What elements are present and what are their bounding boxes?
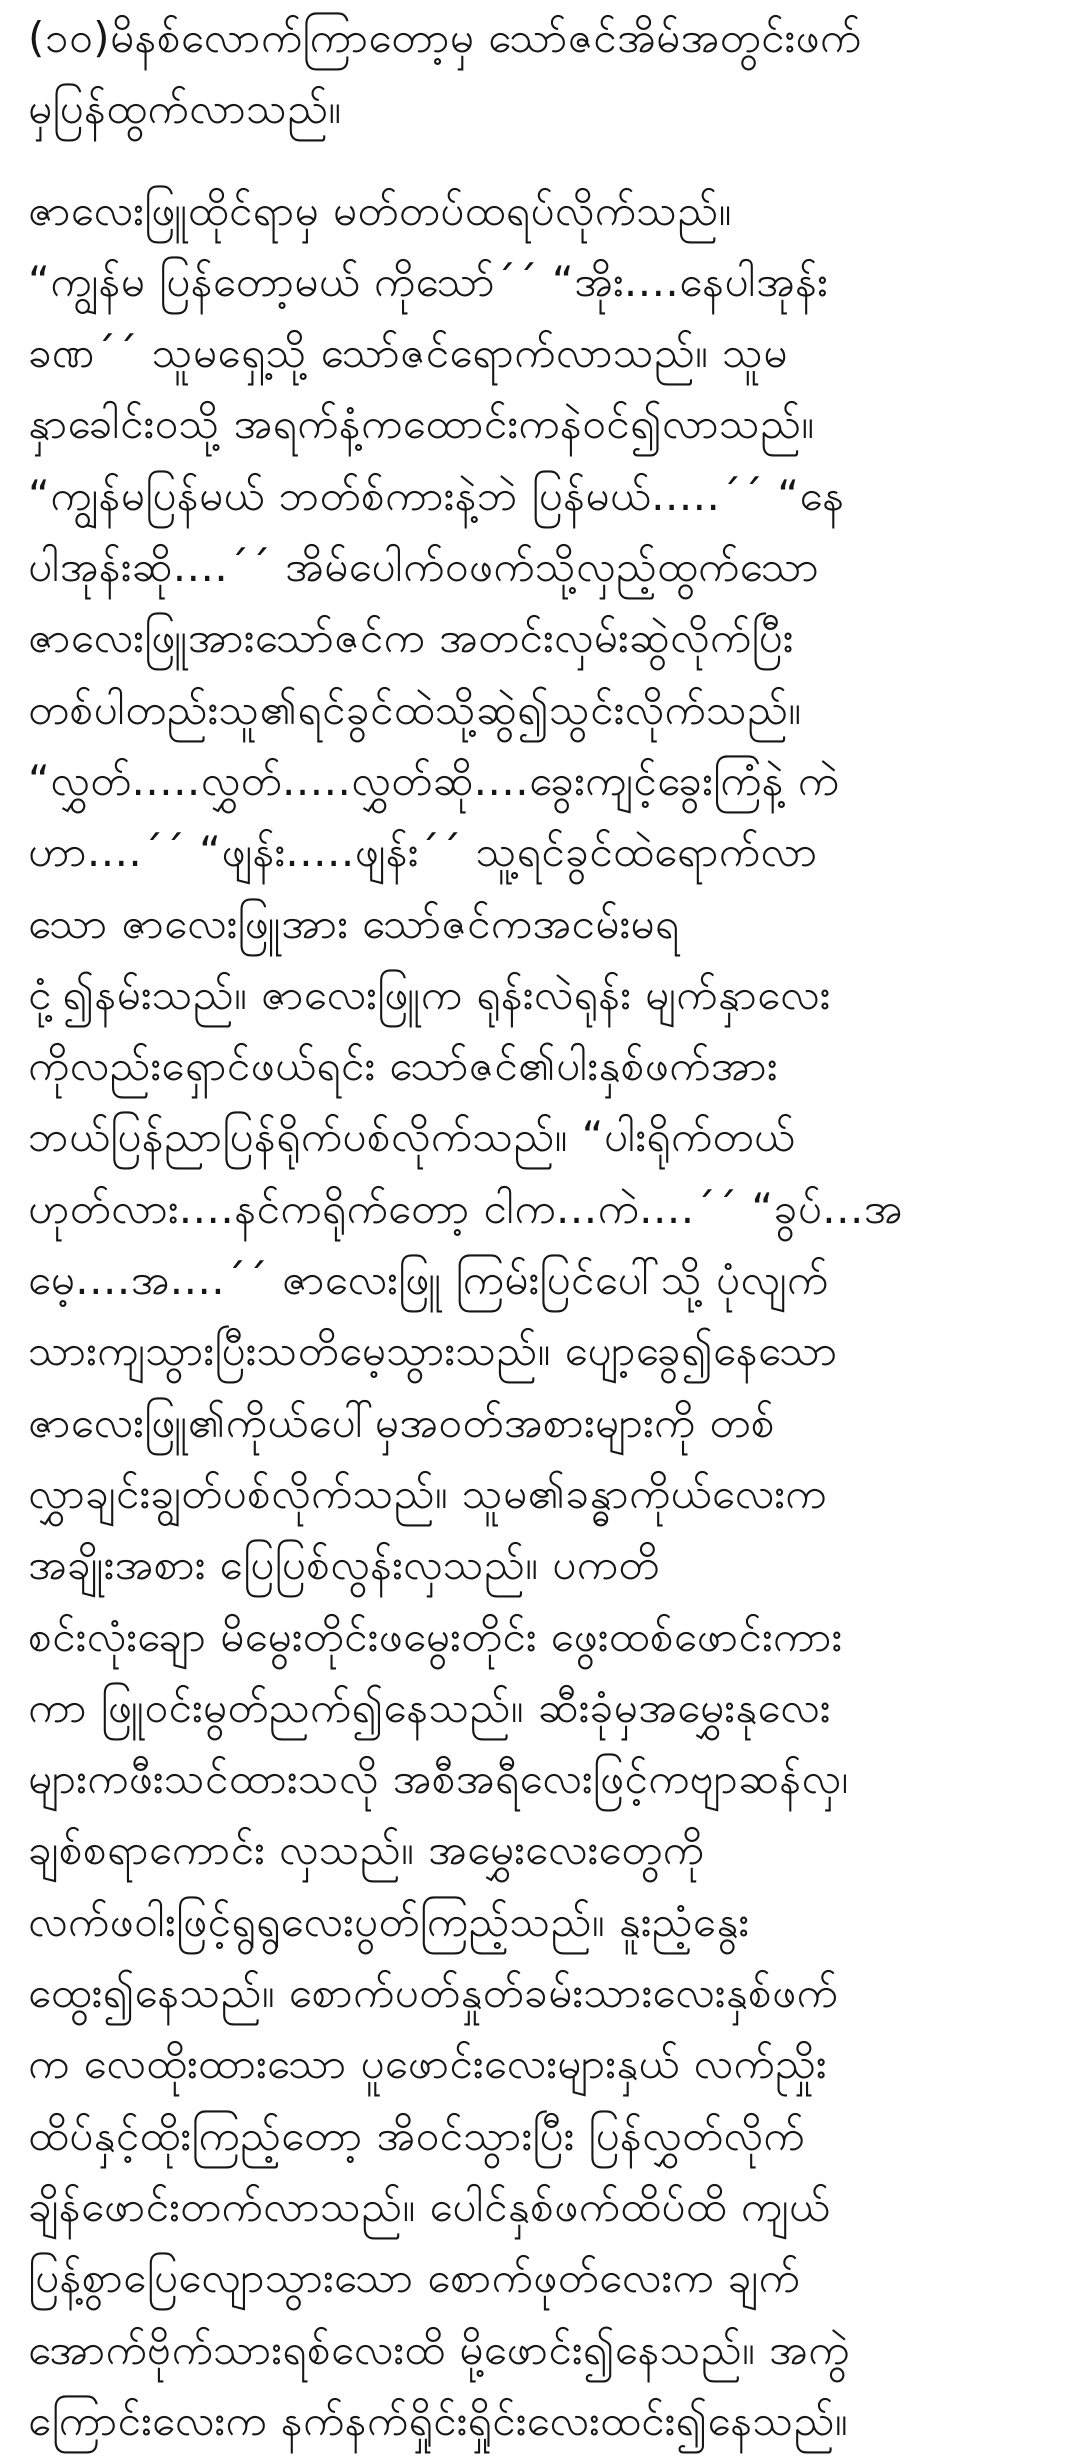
text-line: ဘယ်ပြန်ညာပြန်ရိုက်ပစ်လိုက်သည်။ “ပါးရိုက်တယ် (28, 1112, 796, 1162)
text-line: နှာခေါင်းဝသို့ အရက်နံ့ကထောင်းကနဲဝင်၍လာသည်။ (28, 399, 815, 449)
text-line: ပြန့်စွာပြေလျောသွားသော စောက်ဖုတ်လေးက ချက် (28, 2253, 801, 2303)
text-line: ဟုတ်လား....နင်ကရိုက်တော့ ငါက...ကဲ....´´ “ခွပ်...အ (28, 1183, 903, 1233)
text-line: များကဖီးသင်ထားသလို အစီအရီလေးဖြင့်ကဗျာဆန်လှ၊ (28, 1754, 849, 1804)
text-line: မှပြန်ထွက်လာသည်။ (28, 84, 342, 134)
text-line: သော ဇာလေးဖြူအား သော်ဇင်ကအငမ်းမရ (28, 898, 680, 948)
text-line: လွှာချင်းချွတ်ပစ်လိုက်သည်။ သူမ၏ခန္ဓာကိုယ်လေးက (28, 1468, 827, 1518)
text-line: မေ့....အ....´´ ဇာလေးဖြူ ကြမ်းပြင်ပေါ်သို့ ပုံလျက် (28, 1255, 829, 1305)
text-line: အချိုးအစား ပြေပြစ်လွန်းလှသည်။ ပကတိ (28, 1540, 660, 1590)
text-line: ထိပ်နှင့်ထိုးကြည့်တော့ အိဝင်သွားပြီး ပြန်လွှတ်လိုက် (28, 2110, 805, 2160)
text-line: “ကျွန်မပြန်မယ် ဘတ်စ်ကားနဲ့ဘဲ ပြန်မယ်.....´´ “နေ (28, 470, 845, 520)
text-line: ကာ ဖြူဝင်းမွတ်ညက်၍နေသည်။ ဆီးခုံမှအမွှေးနုလေး (28, 1682, 831, 1732)
text-line: လက်ဖဝါးဖြင့်ရွရွလေးပွတ်ကြည့်သည်။ နူးညံ့နွေး (28, 1896, 750, 1946)
text-line: ဇာလေးဖြူ၏ကိုယ်ပေါ်မှအဝတ်အစားများကို တစ် (28, 1397, 775, 1447)
text-line: က လေထိုးထားသော ပူဖောင်းလေးများနှယ် လက်ညှိုး (28, 2039, 827, 2089)
text-line: အောက်ဗိုက်သားရစ်လေးထိ မို့ဖောင်း၍နေသည်။ အကွဲ (28, 2324, 850, 2374)
text-line: ချိန်ဖောင်းတက်လာသည်။ ပေါင်နှစ်ဖက်ထိပ်ထိ ကျယ် (28, 2181, 831, 2231)
article-page (28, 0, 1052, 2445)
text-line: ကြောင်းလေးက နက်နက်ရှိုင်းရှိုင်းလေးထင်း၍နေသည်။ (28, 2395, 848, 2445)
text-line: ငုံ့၍နမ်းသည်။ ဇာလေးဖြူက ရုန်းလဲရုန်း မျက်နှာလေး (28, 969, 831, 1019)
text-line: ထွေး၍နေသည်။ စောက်ပတ်နှုတ်ခမ်းသားလေးနှစ်ဖက် (28, 1968, 839, 2018)
paragraph-2 (28, 175, 1052, 2456)
text-line: “ကျွန်မ ပြန်တော့မယ် ကိုသော်´´ “အိုး....နေပါအုန်း (28, 256, 828, 306)
text-line: “လွှတ်.....လွှတ်.....လွှတ်ဆို....ခွေးကျင့်ခွေးကြံနဲ့ ကဲ (28, 755, 840, 805)
text-line: (၁၀)မိနစ်လောက်ကြာတော့မှ သော်ဇင်အိမ်အတွင်းဖက် (28, 13, 862, 62)
text-line: ကိုလည်းရှောင်ဖယ်ရင်း သော်ဇင်၏ပါးနှစ်ဖက်အား (28, 1041, 778, 1091)
text-line: တစ်ပါတည်းသူ၏ရင်ခွင်ထဲသို့ဆွဲ၍သွင်းလိုက်သည်။ (28, 684, 802, 734)
text-line: ချစ်စရာကောင်း လှသည်။ အမွှေးလေးတွေကို (28, 1825, 705, 1875)
text-line: ဟာ....´´ “ဖျန်း.....ဖျန်း´´ သူ့ရင်ခွင်ထဲရောက်လာ (28, 827, 818, 877)
text-line: ပါအုန်းဆို....´´ အိမ်ပေါက်ဝဖက်သို့လှည့်ထွက်သော (28, 542, 820, 592)
text-line: စင်းလုံးချော မိမွေးတိုင်းဖမွေးတိုင်း ဖွေးထစ်ဖောင်းကား (28, 1611, 843, 1661)
text-line: သားကျသွားပြီးသတိမေ့သွားသည်။ ပျော့ခွေ၍နေသော (28, 1326, 838, 1376)
text-line: ဇာလေးဖြူအားသော်ဇင်က အတင်းလှမ်းဆွဲလိုက်ပြီး (28, 613, 794, 663)
text-line: ခဏ´´ သူမရှေ့သို့ သော်ဇင်ရောက်လာသည်။ သူမ (28, 328, 788, 378)
paragraph-1 (28, 2, 1052, 145)
text-line: ဇာလေးဖြူထိုင်ရာမှ မတ်တပ်ထရပ်လိုက်သည်။ (28, 185, 732, 235)
